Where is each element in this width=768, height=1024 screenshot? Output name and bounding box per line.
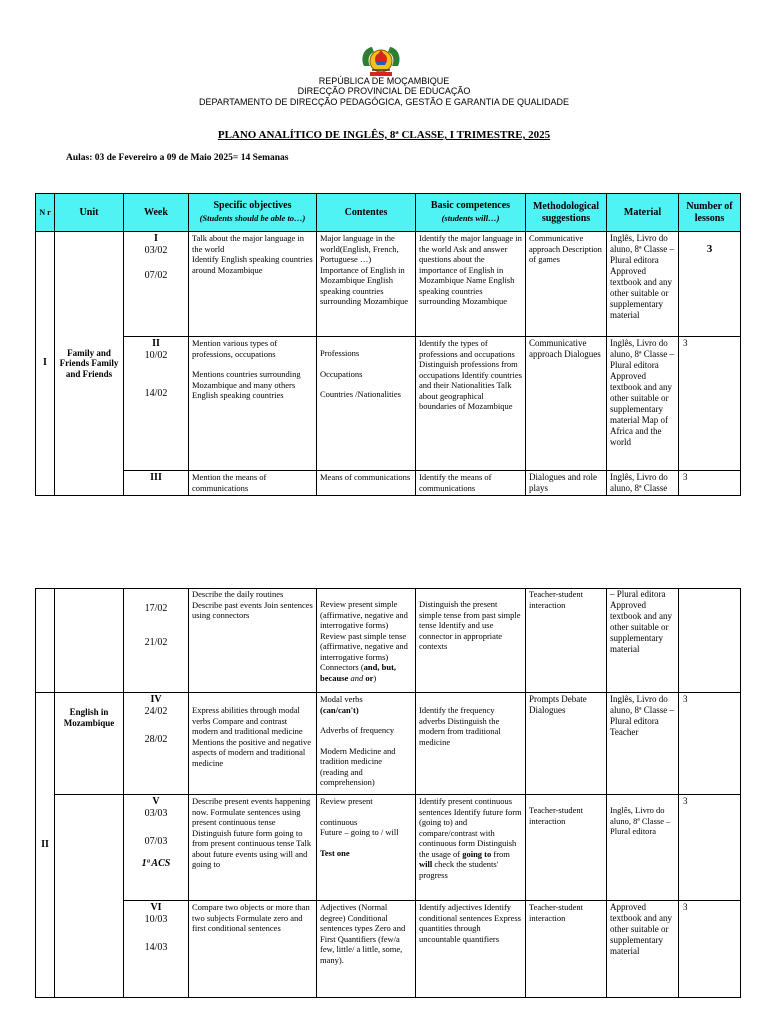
material-cell: – Plural editora Approved textbook and any other suitable or supplementary material xyxy=(607,589,679,693)
objectives-cell: Compare two objects or more than two subjects Formulate zero and first conditional sentences xyxy=(189,901,317,998)
document-title: PLANO ANALÍTICO DE INGLÊS, 8ª CLASSE, I TRIMESTRE, 2025 xyxy=(217,129,551,141)
table-row xyxy=(36,795,741,901)
competences-cell: Identify the types of professions and occupations Distinguish professions from occupations Identify countries and their Nationalities Talk about geographical boundaries of Mozambique xyxy=(416,337,526,471)
mozambique-emblem-icon xyxy=(358,44,404,80)
col-objectives-label: Specific objectives xyxy=(213,200,292,211)
content-item: Professions xyxy=(320,348,360,358)
unit-number-empty xyxy=(36,589,55,693)
content-item: Adverbs of frequency xyxy=(320,725,395,735)
competences-text: Identify present continuous sentences Identify future form (going to) and compare/contrast with continuous form Distinguish the usage of xyxy=(419,796,522,859)
material-cell: Approved textbook and any other suitable or supplementary material xyxy=(607,901,679,998)
competences-cell: Identify the frequency adverbs Distinguish the modern from traditional medicine xyxy=(416,693,526,795)
table-row xyxy=(36,901,741,998)
week-number: V xyxy=(152,796,160,807)
connectors-bold: and, but, because xyxy=(320,662,397,683)
content-item: Future – going to / will xyxy=(320,827,399,837)
col-competences-label: Basic competences xyxy=(430,200,511,211)
objective-item: Mention various types of professions, occupations xyxy=(192,338,278,359)
col-objectives xyxy=(189,194,317,232)
table-row xyxy=(36,589,741,693)
objective-item: Talk about the major language in the world xyxy=(192,233,304,254)
lessons-period: Aulas: 03 de Fevereiro a 09 de Maio 2025= 14 Semanas xyxy=(66,153,289,163)
week-date: 10/02 xyxy=(144,350,168,361)
col-contents: Contentes xyxy=(317,194,416,232)
competences-cell: Identify the means of communications xyxy=(416,471,526,496)
competences-text-end: check the students' progress xyxy=(419,859,499,880)
week-cell xyxy=(124,471,189,496)
content-item: Review present xyxy=(320,796,373,806)
week-number: VI xyxy=(150,902,162,913)
method-cell: Communicative approach Description of games xyxy=(526,232,607,337)
material-cell: Inglês, Livro do aluno, 8ª Classe – Plural editora xyxy=(607,795,679,901)
objectives-cell: Describe present events happening now. Formulate sentences using present continuous tense Distinguish future form going to from present continuous tense Talk about future events using will and going to xyxy=(189,795,317,901)
week-number: IV xyxy=(150,694,162,705)
material-cell: Inglês, Livro do aluno, 8ª Classe – Plural editora Approved textbook and any other suitable or supplementary material xyxy=(607,232,679,337)
week-number: II xyxy=(152,338,160,349)
col-competences xyxy=(416,194,526,232)
lessons-empty xyxy=(679,589,741,693)
contents-cell xyxy=(317,693,416,795)
week-date: 28/02 xyxy=(144,734,168,745)
contents-cell: Review present simple (affirmative, negative and interrogative forms) Review past simple tense (affirmative, negative and interrogative forms) Connectors (and, but, because and or) xyxy=(317,589,416,693)
unit-number: II xyxy=(36,693,55,998)
col-unit: Unit xyxy=(55,194,124,232)
connector-or: or xyxy=(365,672,374,683)
objectives-cell: Mention the means of communications xyxy=(189,471,317,496)
week-cell xyxy=(124,232,189,337)
going-to-bold: going to xyxy=(462,848,492,859)
week-date: 17/02 xyxy=(144,603,168,614)
header-directorate: DIRECÇÃO PROVINCIAL DE EDUCAÇÃO xyxy=(297,86,471,96)
content-item: Occupations xyxy=(320,368,363,379)
content-item: Modal verbs xyxy=(320,694,363,704)
objective-item: Mentions countries surrounding Mozambique and many others xyxy=(192,369,301,390)
method-cell: Dialogues and role plays xyxy=(526,471,607,496)
week-date: 07/02 xyxy=(144,270,168,281)
col-objectives-sub: (Students should be able to…) xyxy=(199,213,306,223)
content-item-bold: (can/can't) xyxy=(320,704,359,715)
week-date: 24/02 xyxy=(144,706,168,717)
contents-text: Review present simple (affirmative, negative and interrogative forms) Review past simple tense (affirmative, negative and interrogative forms) Connectors ( xyxy=(320,599,408,672)
week-date: 10/03 xyxy=(144,914,168,925)
competences-cell: Distinguish the present simple tense from past simple tense Identify and use connector in appropriate contexts xyxy=(416,589,526,693)
content-item: continuous xyxy=(320,816,358,827)
objectives-cell: Express abilities through modal verbs Compare and contrast modern and traditional medicine Mentions the positive and negative aspects of modern and traditional medicine xyxy=(189,693,317,795)
lessons-count: 3 xyxy=(679,901,741,998)
col-material: Material xyxy=(607,194,679,232)
header-country: REPÚBLICA DE MOÇAMBIQUE xyxy=(318,76,450,86)
material-cell: Inglês, Livro do aluno, 8ª Classe – Plural editora Approved textbook and any other suitable or supplementary material Map of Africa and the world xyxy=(607,337,679,471)
table-row xyxy=(36,471,741,496)
week-cell xyxy=(124,795,189,901)
lessons-count: 3 xyxy=(679,693,741,795)
lessons-count: 3 xyxy=(679,232,741,337)
table-header-row xyxy=(36,194,741,232)
unit-name-empty xyxy=(55,795,124,998)
competences-cell: Identify the major language in the world Ask and answer questions about the importance of English in Mozambique Name English speaking countries surrounding Mozambique xyxy=(416,232,526,337)
objectives-cell xyxy=(189,337,317,471)
week-cell xyxy=(124,337,189,471)
contents-cell xyxy=(317,795,416,901)
will-bold: will xyxy=(419,859,433,869)
method-cell: Teacher-student interaction xyxy=(526,795,607,901)
assessment-label: 1ª ACS xyxy=(141,858,171,869)
objectives-cell: Describe the daily routines Describe past events Join sentences using connectors xyxy=(189,589,317,693)
content-item: Countries /Nationalities xyxy=(320,389,401,399)
objectives-cell xyxy=(189,232,317,337)
col-nr: N r xyxy=(36,194,55,232)
table-row xyxy=(36,693,741,795)
competences-cell: Identify adjectives Identify conditional sentences Express quantities through uncountable quantifiers xyxy=(416,901,526,998)
from-text: from xyxy=(493,848,510,859)
objective-item: English speaking countries xyxy=(192,390,284,400)
unit-number: I xyxy=(36,232,55,496)
table-row xyxy=(36,232,741,337)
week-date: 14/02 xyxy=(144,388,168,399)
week-cell xyxy=(124,693,189,795)
week-cell xyxy=(124,589,189,693)
plan-table-2 xyxy=(35,588,741,998)
lessons-count: 3 xyxy=(679,337,741,471)
contents-cell xyxy=(317,337,416,471)
col-lessons: Number of lessons xyxy=(679,194,741,232)
unit-name: Family and Friends Family and Friends xyxy=(55,232,124,496)
plan-table-1 xyxy=(35,193,741,496)
col-week: Week xyxy=(124,194,189,232)
objective-item: Identify English speaking countries around Mozambique xyxy=(192,254,313,275)
method-cell: Prompts Debate Dialogues xyxy=(526,693,607,795)
method-cell: Communicative approach Dialogues xyxy=(526,337,607,471)
material-cell: Inglês, Livro do aluno, 8ª Classe xyxy=(607,471,679,496)
material-cell: Inglês, Livro do aluno, 8ª Classe – Plural editora Teacher xyxy=(607,693,679,795)
week-number: III xyxy=(150,472,162,483)
unit-name: English in Mozambique xyxy=(55,693,124,795)
col-method: Methodological suggestions xyxy=(526,194,607,232)
contents-cell: Means of communications xyxy=(317,471,416,496)
contents-cell: Major language in the world(English, French, Portuguese …) Importance of English in Mozambique English speaking countries surrounding Mozambique xyxy=(317,232,416,337)
method-cell: Teacher-student interaction xyxy=(526,901,607,998)
week-date: 07/03 xyxy=(144,836,168,847)
header-department: DEPARTAMENTO DE DIRECÇÃO PEDAGÓGICA, GESTÃO E GARANTIA DE QUALIDADE xyxy=(199,97,569,107)
unit-name-empty xyxy=(55,589,124,693)
week-cell xyxy=(124,901,189,998)
col-competences-sub: (students will…) xyxy=(441,213,500,223)
week-number: I xyxy=(154,233,158,244)
table-row xyxy=(36,337,741,471)
week-date: 21/02 xyxy=(144,637,168,648)
competences-cell xyxy=(416,795,526,901)
week-date: 03/02 xyxy=(144,245,168,256)
method-cell: Teacher-student interaction xyxy=(526,589,607,693)
contents-cell: Adjectives (Normal degree) Conditional sentences types Zero and First Quantifiers (few/a few, little/ a little, some, many). xyxy=(317,901,416,998)
lessons-count: 3 xyxy=(679,795,741,901)
test-label: Test one xyxy=(320,847,350,858)
content-item: Modern Medicine and tradition medicine (reading and comprehension) xyxy=(320,745,396,787)
week-date: 14/03 xyxy=(144,942,168,953)
lessons-count: 3 xyxy=(679,471,741,496)
connector-and: and xyxy=(350,672,364,683)
week-date: 03/03 xyxy=(144,808,168,819)
